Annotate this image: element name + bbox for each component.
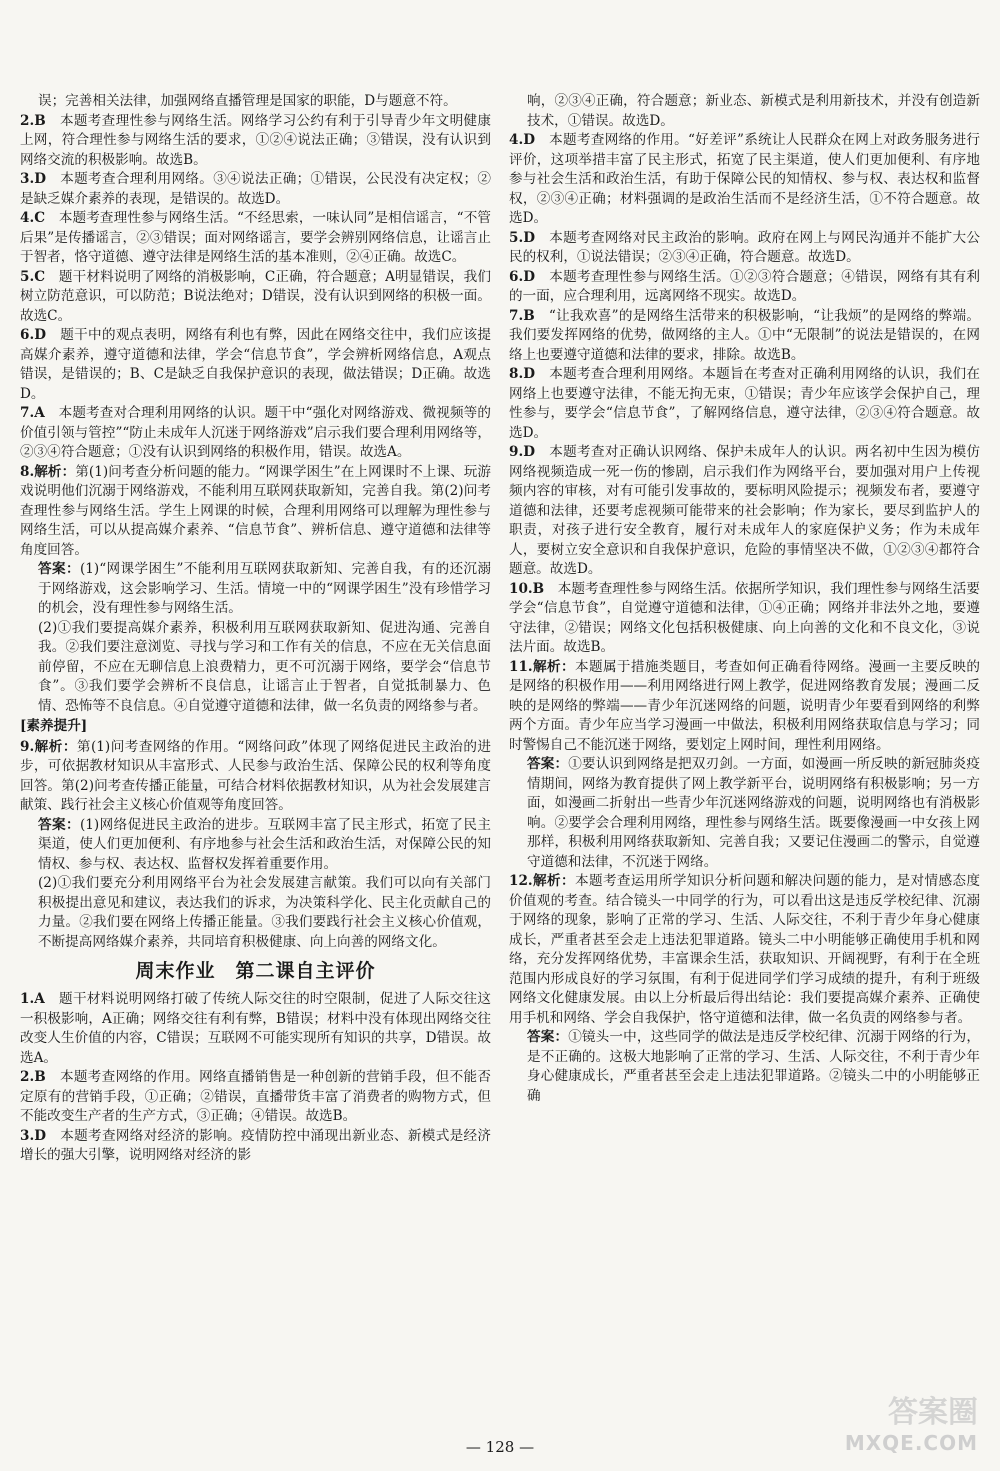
item-text: 本题考查理性参与网络生活。“不经思索，一味认同”是相信谣言，“不管后果”是传播谣言，②③错误；面对网络谣言，要学会辨别网络信息，让谣言止于智者，恪守道德、遵守法律是网络生活的基本准则，②④正确。故选C。 (20, 210, 491, 265)
list-item (20, 112, 491, 171)
item-number: 4.D (509, 132, 535, 148)
item-text: “让我欢喜”的是网络生活带来的积极影响，“让我烦”的是网络的弊端。我们要发挥网络的优势，做网络的主人。①中“无限制”的说法是错误的，在网络上也要遵守道德和法律的要求，排除。故选B。 (509, 307, 980, 363)
list-item (509, 365, 980, 443)
list-item (509, 307, 980, 366)
item-text: 本题考查对正确认识网络、保护未成年人的认识。两名初中生因为模仿网络视频造成一死一伤的惨剧，启示我们作为网络平台，要加强对用户上传视频内容的审核，对有可能引发事故的，要标明风险提示；视频发布者，要遵守道德和法律，还要考虑视频可能带来的社会影响；作为家长，要尽到监护人的职责，对孩子进行安全教育，履行对未成年人的家庭保护义务；作为未成年人，要树立安全意识和自我保护意识，危险的事情坚决不做，①②③④都符合题意。故选D。 (509, 444, 980, 577)
list-item (20, 463, 491, 561)
list-item (20, 1068, 491, 1127)
left-column (20, 92, 491, 1432)
item-number: 5.C (20, 268, 46, 285)
list-item (509, 131, 980, 229)
right-column (509, 92, 980, 1432)
answer-block (509, 755, 980, 872)
item-text: 本题考查网络对民主政治的影响。政府在网上与网民沟通并不能扩大公民的权利，①说法错误；②③④正确，符合题意。故选D。 (509, 229, 980, 265)
list-item (20, 209, 491, 268)
item-number: 8.D (509, 366, 535, 382)
item-number: 2.B (20, 1069, 46, 1085)
list-item (20, 990, 491, 1068)
left-continuation: 误；完善相关法律，加强网络直播管理是国家的职能，D与题意不符。 (38, 93, 457, 109)
item-text: 本题考查网络的作用。“好差评”系统让人民群众在网上对政务服务进行评价，这项举措丰富了民主形式，拓宽了民主渠道，使人们更加便利、有序地参与社会生活和政治生活，有助于保障公民的知情权、参与权、表达权和监督权，②③④正确；材料强调的是政治生活而不是经济生活，①不符合题意。故选D。 (509, 132, 980, 226)
item-number: 6.D (20, 327, 46, 343)
answer-block (20, 560, 491, 619)
page-number: — 128 — (465, 1438, 535, 1456)
list-item (20, 404, 491, 463)
item-text: 本题考查网络的作用。网络直播销售是一种创新的营销手段，但不能否定原有的营销手段，①正确；②错误，直播带货丰富了消费者的购物方式，但不能改变生产者的生产方式，③正确；④错误。故选B。 (20, 1069, 491, 1124)
item-number: 3.D (20, 171, 46, 187)
list-item (20, 268, 491, 327)
item-text: 本题考查运用所学知识分析问题和解决问题的能力，是对情感态度价值观的考查。结合镜头一中同学的行为，可以看出这是违反学校纪律、沉溺于网络的现象，影响了正常的学习、生活、人际交往，不利于青少年身心健康成长，严重者甚至会走上违法犯罪道路。镜头二中小明能够正确使用手机和网络，充分发挥网络优势，丰富课余生活，获取知识、开阔视野，有利于在全班范围内形成良好的学习氛围，有利于促进同学们学习成绩的提升，有利于班级网络文化健康发展。由以上分析最后得出结论：我们要提高媒介素养、正确使用手机和网络、学会自我保护，恪守道德和法律，做一名负责的网络参与者。 (509, 873, 980, 1026)
item-text: 本题属于措施类题目，考查如何正确看待网络。漫画一主要反映的是网络的积极作用——利用网络进行网上教学，促进网络教育发展；漫画二反映的是网络的弊端——青少年沉迷网络的问题，说明青少年要看到网络的利弊两个方面。青少年应当学习漫画一中做法，积极利用网络获取信息与学习；同时警惕自己不能沉迷于网络，要划定上网时间，理性利用网络。 (509, 658, 980, 753)
list-item (509, 658, 980, 756)
answer-text: (1)网络促进民主政治的进步。互联网丰富了民主形式，拓宽了民主渠道，使人们更加便利、有序地参与社会生活和政治生活，对保障公民的知情权、参与权、表达权、监督权发挥着重要作用。 (38, 816, 491, 872)
list-item (20, 326, 491, 404)
answer-text: ①镜头一中，这些同学的做法是违反学校纪律、沉溺于网络的行为，是不正确的。这极大地影响了正常的学习、生活、人际交往，不利于青少年身心健康成长，严重者甚至会走上违法犯罪道路。②镜头二中的小明能够正确 (527, 1029, 980, 1104)
item-text: 题干中的观点表明，网络有利也有弊，因此在网络交往中，我们应该提高媒介素养，遵守道德和法律，学会“信息节食”，学会辨析网络信息，A观点错误，是错误的；B、C是缺乏自我保护意识的表现，做法错误；D正确。故选D。 (20, 327, 491, 402)
item-text: 本题考查合理利用网络。③④说法正确；①错误，公民没有决定权；②是缺乏媒介素养的表现，是错误的。故选D。 (20, 171, 491, 207)
item-text: 第(1)问考查网络的作用。“网络问政”体现了网络促进民主政治的进步，可依据教材知识从丰富形式、人民参与政治生活、保障公民的权利等角度回答。第(2)问考查传播正能量，可结合材料依据教材知识，从为社会发展建言献策、践行社会主义核心价值观等角度回答。 (20, 738, 491, 813)
item-number: 9.解析： (20, 738, 77, 755)
list-item (20, 1127, 491, 1166)
list-item (509, 443, 980, 580)
item-text: 本题考查对合理利用网络的认识。题干中“强化对网络游戏、微视频等的价值引领与管控”“防止未成年人沉迷于网络游戏”启示我们要合理利用网络等，②③④符合题意；①没有认识到网络的积极作用，错误。故选A。 (20, 405, 491, 460)
item-number: 8.解析： (20, 463, 76, 480)
list-item (20, 738, 491, 816)
answer-label: 答案： (38, 816, 80, 833)
list-item (20, 170, 491, 209)
item-text: 本题考查合理利用网络。本题旨在考查对正确利用网络的认识，我们在网络上也要遵守法律，不能无拘无束，①错误；青少年应该学会保护自己，理性参与，要学会“信息节食”，了解网络信息，遵守法律，②③④符合题意。故选D。 (509, 366, 980, 441)
answer-block (509, 1028, 980, 1106)
item-text: 本题考查理性参与网络生活。①②③符合题意；④错误，网络有其有利的一面，应合理利用，远离网络不现实。故选D。 (509, 268, 980, 304)
answer-label: 答案： (527, 756, 569, 772)
list-item (509, 268, 980, 307)
item-number: 7.A (20, 405, 45, 421)
answer-text: ①要认识到网络是把双刃剑。一方面，如漫画一所反映的新冠肺炎疫情期间，网络为教育提供了网上教学新平台，说明网络有积极影响；另一方面，如漫画二折射出一些青少年沉迷网络游戏的问题，说明网络也有消极影响。②要学会合理利用网络，理性参与网络生活。既要像漫画一中女孩上网那样，积极利用网络获取新知、完善自我；又要记住漫画二的警示，自觉遵守道德和法律，不沉迷于网络。 (527, 756, 980, 870)
item-number: 12.解析： (509, 873, 575, 889)
section-bracket: [素养提升] (20, 718, 88, 734)
answer-block (20, 619, 491, 717)
answer-label: 答案： (527, 1029, 569, 1045)
item-number: 4.C (20, 210, 46, 226)
watermark-url: MXQE.COM (844, 1431, 978, 1455)
item-text: 本题考查网络对经济的影响。疫情防控中涌现出新业态、新模式是经济增长的强大引擎，说明网络对经济的影 (20, 1127, 491, 1163)
item-number: 2.B (20, 112, 46, 129)
list-item (509, 229, 980, 268)
watermark-logo (808, 1396, 978, 1466)
item-text: 本题考查理性参与网络生活。网络学习公约有利于引导青少年文明健康上网，符合理性参与网络生活的要求，①②④说法正确；③错误，没有认识到网络交流的积极影响。故选B。 (20, 112, 491, 168)
answer-block (20, 874, 491, 952)
item-number: 5.D (509, 229, 535, 246)
item-number: 11.解析： (509, 658, 575, 675)
right-continuation: 响，②③④正确，符合题意；新业态、新模式是利用新技术，并没有创造新技术，①错误。故选D。 (527, 93, 980, 129)
item-number: 6.D (509, 268, 535, 285)
item-number: 9.D (509, 444, 535, 460)
item-number: 7.B (509, 307, 535, 324)
answer-text: (2)①我们要充分利用网络平台为社会发展建言献策。我们可以向有关部门积极提出意见和建议，表达我们的诉求，为决策科学化、民主化贡献自己的力量。②我们要在网络上传播正能量。③我们要践行社会主义核心价值观，不断提高网络媒介素养，共同培育积极健康、向上向善的网络文化。 (38, 875, 491, 950)
watermark-text: 答案圈 (888, 1395, 978, 1430)
item-text: 第(1)问考查分析问题的能力。“网课学困生”在上网课时不上课、玩游戏说明他们沉溺于网络游戏，不能利用互联网获取新知，完善自我。第(2)问考查理性参与网络生活。学生上网课的时候，合理利用网络可以理解为理性参与网络生活，可以从提高媒介素养、“信息节食”、辨析信息、遵守道德和法律等角度回答。 (20, 463, 491, 558)
answer-block (20, 816, 491, 875)
item-number: 1.A (20, 991, 45, 1007)
answer-label: 答案： (38, 561, 80, 577)
item-text: 题干材料说明了网络的消极影响，C正确，符合题意；A明显错误，我们树立防范意识，可以防范；B说法绝对；D错误，没有认识到网络的积极一面。故选C。 (20, 268, 491, 324)
answer-text: (1)“网课学困生”不能利用互联网获取新知、完善自我，有的还沉溺于网络游戏，这会影响学习、生活。情境一中的“网课学困生”没有珍惜学习的机会，没有理性参与网络生活。 (38, 561, 491, 616)
section-title: 周末作业 第二课自主评价 (135, 960, 376, 982)
answer-text: (2)①我们要提高媒介素养，积极利用互联网获取新知、促进沟通、完善自我。②我们要注意浏览、寻找与学习和工作有关的信息，不应在无关信息面前停留，不应在无聊信息上浪费精力，更不可沉溺于网络，要学会“信息节食”。③我们要学会辨析不良信息，让谣言止于智者，自觉抵制暴力、色情、恐怖等不良信息。④自觉遵守道德和法律，做一名负责的网络参与者。 (38, 619, 491, 714)
item-number: 10.B (509, 580, 545, 597)
item-text: 题干材料说明网络打破了传统人际交往的时空限制，促进了人际交往这一积极影响，A正确；网络交往有利有弊，B错误；材料中没有体现出网络交往改变人生价值的内容，C错误；互联网不可能实现所有知识的共享，D错误。故选A。 (20, 991, 491, 1066)
list-item (509, 872, 980, 1028)
list-item (509, 580, 980, 658)
item-text: 本题考查理性参与网络生活。依据所学知识，我们理性参与网络生活要学会“信息节食”，自觉遵守道德和法律，①④正确；网络并非法外之地，要遵守法律，②错误；网络文化包括积极健康、向上向善的文化和不良文化，③说法片面。故选B。 (509, 580, 980, 655)
page-body (20, 92, 980, 1432)
item-number: 3.D (20, 1127, 46, 1144)
